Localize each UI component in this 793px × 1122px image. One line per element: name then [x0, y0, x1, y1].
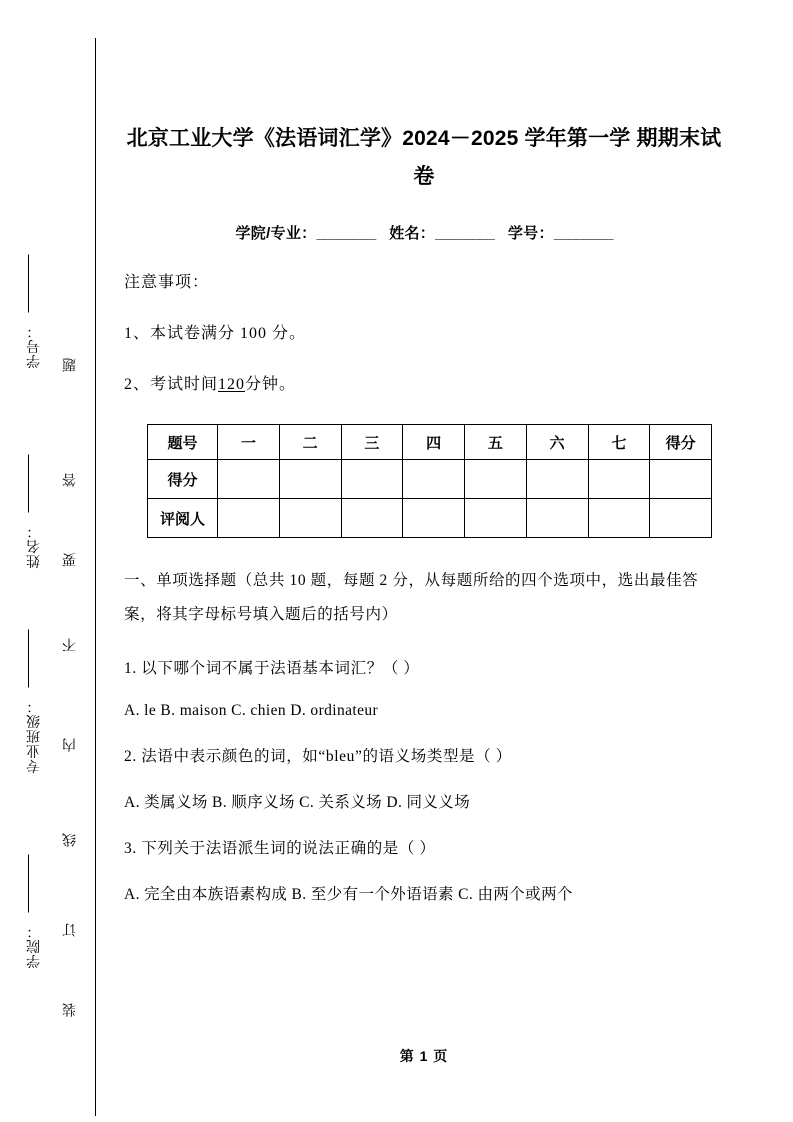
reviewer-cell[interactable] — [403, 499, 465, 538]
score-table-header-5: 五 — [465, 425, 527, 460]
score-table-header-3: 三 — [341, 425, 403, 460]
seal-char-2: 要 — [63, 553, 78, 567]
table-row — [148, 460, 712, 499]
student-id-blank[interactable]: ________ — [553, 225, 613, 242]
margin-field-college — [28, 855, 42, 969]
exam-duration-value: 120 — [218, 376, 246, 393]
question-2-options: A. 类属义场 B. 顺序义场 C. 关系义场 D. 同义义场 — [124, 794, 471, 811]
seal-char-6: 订 — [63, 923, 78, 937]
paper-body — [124, 0, 724, 1122]
score-table-header-0: 题号 — [148, 425, 218, 460]
college-major-blank[interactable]: ________ — [316, 225, 376, 242]
score-cell[interactable] — [465, 460, 527, 499]
seal-char-1: 答 — [63, 473, 78, 487]
page-footer: 第 1 页 — [399, 1048, 449, 1064]
margin-field-class — [28, 630, 42, 774]
name-blank[interactable]: ________ — [435, 225, 494, 242]
score-cell[interactable] — [526, 460, 588, 499]
reviewer-cell[interactable] — [526, 499, 588, 538]
student-id-label: 学号： — [507, 225, 554, 242]
question-1-options: A. le B. maison C. chien D. ordinateur — [124, 702, 379, 719]
notes-item-1: 1、本试卷满分 100 分。 — [124, 325, 307, 342]
score-table-header-2: 二 — [279, 425, 341, 460]
score-cell[interactable] — [218, 460, 280, 499]
margin-field-student-id-label: 学号： — [27, 323, 42, 369]
margin-field-college-blank — [28, 855, 29, 913]
reviewer-cell[interactable] — [465, 499, 527, 538]
notes-heading: 注意事项： — [124, 274, 210, 291]
score-cell[interactable] — [279, 460, 341, 499]
margin-field-name-blank — [28, 455, 29, 513]
score-row-label: 得分 — [148, 460, 218, 499]
seal-char-0: 题 — [63, 358, 78, 372]
score-table-header-7: 七 — [588, 425, 650, 460]
score-cell[interactable] — [650, 460, 712, 499]
reviewer-cell[interactable] — [218, 499, 280, 538]
score-cell[interactable] — [588, 460, 650, 499]
table-row — [148, 499, 712, 538]
margin-field-student-id — [28, 255, 42, 369]
page-title — [124, 0, 724, 196]
reviewer-cell[interactable] — [588, 499, 650, 538]
score-table-header-8: 得分 — [650, 425, 712, 460]
score-cell[interactable] — [403, 460, 465, 499]
score-cell[interactable] — [341, 460, 403, 499]
seal-char-4: 内 — [63, 738, 78, 752]
margin-field-name-label: 姓名： — [27, 523, 42, 569]
margin-field-class-label: 专业班级： — [27, 698, 42, 774]
section-one-heading-line1: 一、单项选择题（总共 10 题，每题 2 分，从每题所给的四个选项中， — [124, 572, 618, 589]
score-table-header-1: 一 — [218, 425, 280, 460]
score-table-header-6: 六 — [526, 425, 588, 460]
notes-item-2-suffix: 分钟。 — [245, 376, 297, 393]
notes-item-2-prefix: 2、考试时间 — [124, 376, 219, 393]
seal-char-7: 装 — [63, 1003, 78, 1017]
score-table-header-4: 四 — [403, 425, 465, 460]
binding-margin-rule — [95, 38, 96, 1116]
reviewer-row-label: 评阅人 — [148, 499, 218, 538]
margin-field-student-id-blank — [28, 255, 29, 313]
section-one-heading — [124, 538, 724, 632]
score-table — [147, 424, 712, 538]
reviewer-cell[interactable] — [341, 499, 403, 538]
seal-char-3: 不 — [63, 638, 78, 652]
section-one-heading-line2: 选出最佳答案，将其字母标号填入题后的括号内） — [124, 572, 699, 623]
notes-item-2 — [124, 343, 724, 394]
table-row — [148, 425, 712, 460]
page-title-line1: 北京工业大学《法语词汇学》2024－2025 学年第一学 — [126, 127, 631, 150]
identity-fields-row — [124, 196, 724, 243]
seal-char-5: 线 — [63, 833, 78, 847]
question-3-options: A. 完全由本族语素构成 B. 至少有一个外语语素 C. 由两个或两个 — [124, 886, 573, 903]
margin-field-class-blank — [28, 630, 29, 688]
name-label: 姓名： — [389, 225, 436, 242]
margin-field-name — [28, 455, 42, 569]
margin-field-college-label: 学院： — [27, 923, 42, 969]
page-title-line2: 期期末试卷 — [413, 127, 722, 188]
question-1-stem: 1. 以下哪个词不属于法语基本词汇？（ ） — [124, 660, 420, 677]
question-2-stem: 2. 法语中表示颜色的词，如“bleu”的语义场类型是（ ） — [124, 748, 512, 765]
reviewer-cell[interactable] — [650, 499, 712, 538]
question-3-stem: 3. 下列关于法语派生词的说法正确的是（ ） — [124, 840, 436, 857]
college-major-label: 学院/专业： — [235, 225, 317, 242]
reviewer-cell[interactable] — [279, 499, 341, 538]
